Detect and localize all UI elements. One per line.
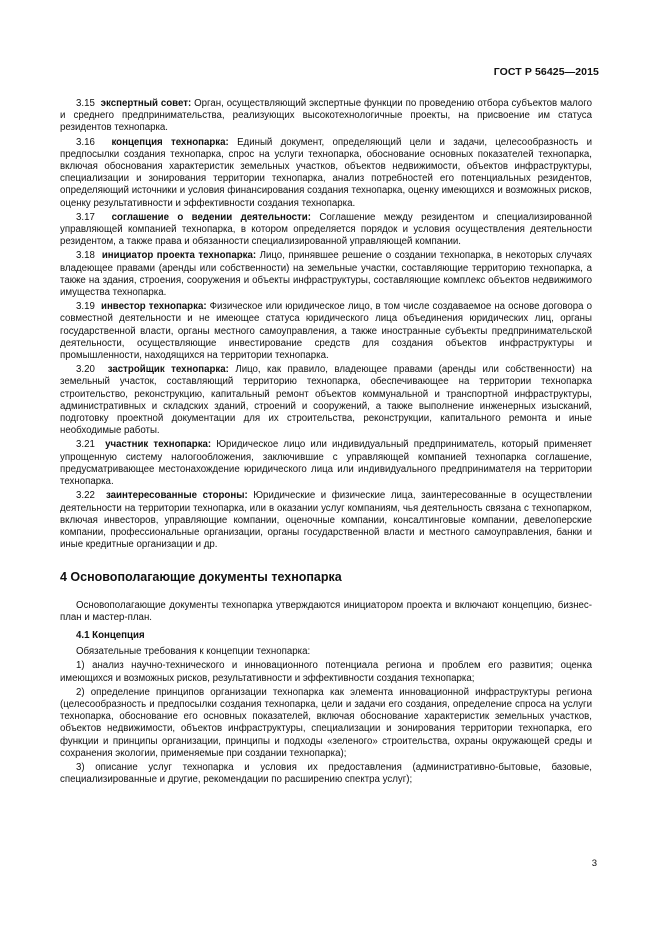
definition-3-17: 3.17 соглашение о ведении деятельности: Соглашение между резидентом и специализированной управляющей компанией технопарка, в котором определяется порядок и условия осуществления деятельности резидентом, а также права и обязанности специализированной управляющей компании. (60, 211, 592, 248)
definition-3-15: 3.15 экспертный совет: Орган, осуществляющий экспертные функции по проведению отбора субъектов малого и среднего предпринимательства, реализующих высокотехнологичные проекты, на присвоение им статуса резидентов технопарка. (60, 98, 593, 134)
definition-3-18: 3.18 инициатор проекта технопарка: Лицо, принявшее решение о создании технопарка, в некоторых случаях владеющее правами (аренды или собственности) на земельные участки, составляющие территорию технопарка, а также на здания, строения, сооружения и объекты инфраструктуры, составляющие комплекс объектов недвижимого имущества технопарка. (60, 250, 592, 299)
concept-item-3: 3) описание услуг технопарка и условия их предоставления (административно-бытовые, базовые, специализированные и другие, рекомендации по расширению спектра услуг); (60, 761, 592, 786)
definition-3-22: 3.22 заинтересованные стороны: Юридические и физические лица, заинтересованные в осуществлении деятельности на территории технопарка, или в оказании услуг компаниям, чья деятельность связана с технопарком, включая инвесторов, управляющие компании, оценочные компании, консалтинговые компании, девелоперские компании, профессиональные организации, органы государственной власти и местного самоуправления, банки и иные кредитные организации и др. (60, 490, 593, 551)
concept-item-2: 2) определение принципов организации технопарка как элемента инновационной инфраструктуры региона (целесообразность и предпосылки создания технопарка, цели и задачи его создания, определение спроса на услуги технопарка, обоснование его основных показателей, включая обоснование характеристик земельных участков, объектов недвижимости, объектов инфраструктуры, специализации и зонирования территории технопарка, его функции и принципы организации, принципы и подходы «зеленого» строительства, охраны окружающей среды и сохранения экологии, применяемые при создании технопарка); (60, 686, 592, 759)
concept-lead: Обязательные требования к концепции технопарка: (76, 646, 311, 658)
definition-3-19: 3.19 инвестор технопарка: Физическое или юридическое лицо, в том числе создаваемое на основе договора о совместной деятельности и не имеющее статуса юридического лица объединения юридических лиц, органы государственной власти, органы местного самоуправления, а также иностранные субъекты предпринимательской деятельности, осуществляющие инвестирование средств для создания объектов инфраструктуры и промышленности, находящихся на территории технопарка. (60, 301, 592, 362)
definition-3-20: 3.20 застройщик технопарка: Лицо, как правило, владеющее правами (аренды или собственности) на земельный участок, составляющий территорию технопарка, обеспечивающее на территории технопарка строительство, реконструкцию, капитальный ремонт объектов коммунальной и транспортной инфраструктуры, административных и складских зданий, строений и сооружений, а также выполнение инженерных изысканий, подготовку проектной документации для их строительства, реконструкции, капитального ремонта и иные необходимые работы. (60, 364, 592, 437)
definition-3-21: 3.21 участник технопарка: Юридическое лицо или индивидуальный предприниматель, который применяет упрощенную систему налогообложения, заключившие с управляющей компанией технопарка соглашение, предусматривающее местонахождение юридического лица или индивидуального предпринимателя на территории технопарка. (60, 439, 592, 488)
section-4-1-heading: 4.1 Концепция (76, 629, 145, 641)
definition-3-16: 3.16 концепция технопарка: Единый документ, определяющий цели и задачи, целесообразность и предпосылки создания технопарка, спрос на услуги технопарка, обоснование основных показателей технопарка, включая обоснования характеристик земельных участков, объектов недвижимости, объектов инфраструктуры, специализации и зонирования территории технопарка, анализ потребностей его потенциальных резидентов, определяющий источники и условия финансирования создания технопарка, оценку имеющихся и возможных рисков, оценку результативности и эффективности создания технопарка. (60, 136, 593, 209)
section-4-intro: Основополагающие документы технопарка утверждаются инициатором проекта и включают концепцию, бизнес-план и мастер-план. (60, 599, 592, 623)
page-number: 3 (591, 858, 597, 869)
page-content (60, 98, 592, 788)
document-code: ГОСТ Р 56425—2015 (493, 66, 599, 78)
section-4-heading: 4 Основополагающие документы технопарка (60, 570, 342, 585)
concept-item-1: 1) анализ научно-технического и инновационного потенциала региона и проблем его развития; оценка имеющихся и возможных рисков, результативности и эффективности создания технопарка; (60, 660, 592, 684)
